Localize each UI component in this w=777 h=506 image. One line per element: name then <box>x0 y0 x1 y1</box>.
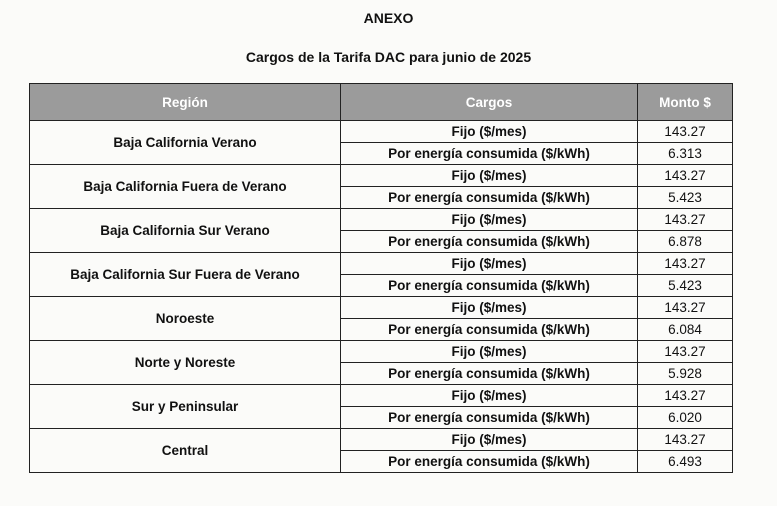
charge-cell: Por energía consumida ($/kWh) <box>341 231 638 253</box>
table-row <box>30 253 733 275</box>
amount-cell: 5.928 <box>638 363 733 385</box>
charge-cell: Por energía consumida ($/kWh) <box>341 275 638 297</box>
table-row <box>30 385 733 407</box>
annex-heading: ANEXO <box>363 10 414 26</box>
column-header-monto: Monto $ <box>638 84 733 121</box>
region-cell: Baja California Sur Verano <box>30 209 341 253</box>
column-header-region: Región <box>30 84 341 121</box>
charge-cell: Por energía consumida ($/kWh) <box>341 187 638 209</box>
amount-cell: 6.493 <box>638 451 733 473</box>
column-header-cargos: Cargos <box>341 84 638 121</box>
charge-cell: Fijo ($/mes) <box>341 209 638 231</box>
amount-cell: 6.020 <box>638 407 733 429</box>
charge-cell: Fijo ($/mes) <box>341 385 638 407</box>
region-cell: Noroeste <box>30 297 341 341</box>
charge-cell: Fijo ($/mes) <box>341 341 638 363</box>
amount-cell: 5.423 <box>638 187 733 209</box>
table-body <box>30 121 733 473</box>
charge-cell: Fijo ($/mes) <box>341 297 638 319</box>
amount-cell: 143.27 <box>638 209 733 231</box>
amount-cell: 143.27 <box>638 429 733 451</box>
amount-cell: 143.27 <box>638 165 733 187</box>
table-row <box>30 165 733 187</box>
amount-cell: 143.27 <box>638 385 733 407</box>
charge-cell: Por energía consumida ($/kWh) <box>341 143 638 165</box>
region-cell: Central <box>30 429 341 473</box>
charge-cell: Fijo ($/mes) <box>341 165 638 187</box>
region-cell: Baja California Sur Fuera de Verano <box>30 253 341 297</box>
amount-cell: 143.27 <box>638 253 733 275</box>
amount-cell: 143.27 <box>638 121 733 143</box>
region-cell: Sur y Peninsular <box>30 385 341 429</box>
amount-cell: 5.423 <box>638 275 733 297</box>
amount-cell: 143.27 <box>638 341 733 363</box>
amount-cell: 6.084 <box>638 319 733 341</box>
table-row <box>30 209 733 231</box>
region-cell: Baja California Verano <box>30 121 341 165</box>
table-header-row <box>30 84 733 121</box>
table-row <box>30 341 733 363</box>
table-row <box>30 429 733 451</box>
table-row <box>30 297 733 319</box>
amount-cell: 6.878 <box>638 231 733 253</box>
region-cell: Baja California Fuera de Verano <box>30 165 341 209</box>
charge-cell: Fijo ($/mes) <box>341 429 638 451</box>
amount-cell: 143.27 <box>638 297 733 319</box>
charge-cell: Por energía consumida ($/kWh) <box>341 451 638 473</box>
charge-cell: Por energía consumida ($/kWh) <box>341 319 638 341</box>
charge-cell: Por energía consumida ($/kWh) <box>341 363 638 385</box>
document-title: Cargos de la Tarifa DAC para junio de 2025 <box>245 49 532 65</box>
amount-cell: 6.313 <box>638 143 733 165</box>
table-row <box>30 121 733 143</box>
charge-cell: Fijo ($/mes) <box>341 121 638 143</box>
charge-cell: Por energía consumida ($/kWh) <box>341 407 638 429</box>
region-cell: Norte y Noreste <box>30 341 341 385</box>
charge-cell: Fijo ($/mes) <box>341 253 638 275</box>
tariff-table <box>29 83 733 473</box>
